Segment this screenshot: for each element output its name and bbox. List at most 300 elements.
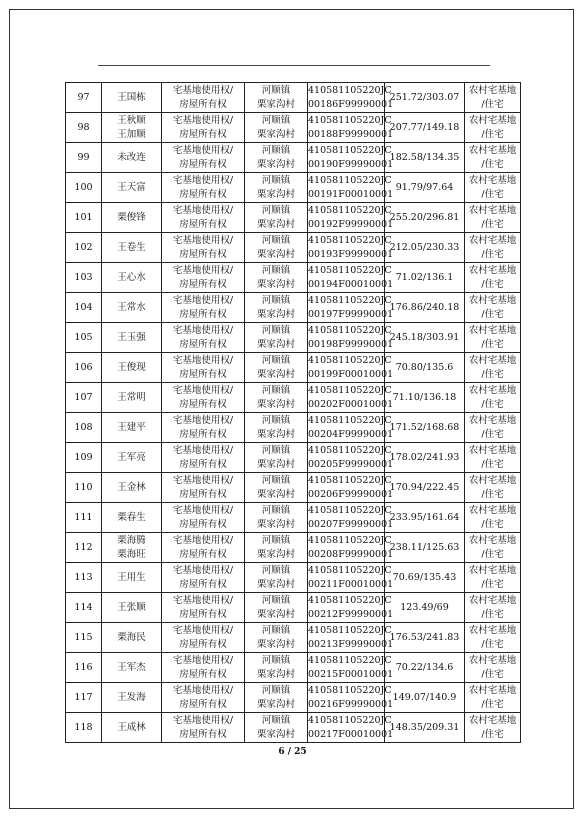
right-type-cell-line: 房屋所有权: [179, 98, 227, 110]
location-cell-line: 河顺镇: [261, 84, 291, 96]
right-type-cell-line: 宅基地使用权/: [172, 294, 234, 306]
row-number-cell: 113: [66, 563, 102, 593]
location-cell-line: 栗家沟村: [256, 608, 295, 620]
area-cell: 71.10/136.18: [385, 383, 465, 413]
location-cell-line: 河顺镇: [261, 714, 291, 726]
right-type-cell-line: 房屋所有权: [179, 548, 227, 560]
table-row: [66, 593, 521, 623]
parcel-code-cell-line: 00204F99990001: [308, 428, 394, 440]
land-use-cell: [465, 533, 521, 563]
land-use-cell-line: 农村宅基地: [468, 324, 517, 336]
location-cell: [245, 713, 308, 743]
land-use-cell: [465, 353, 521, 383]
land-use-cell-line: 农村宅基地: [468, 624, 517, 636]
right-type-cell-line: 宅基地使用权/: [172, 654, 234, 666]
table-row: [66, 113, 521, 143]
location-cell-line: 栗家沟村: [256, 428, 295, 440]
right-type-cell-line: 房屋所有权: [179, 398, 227, 410]
parcel-code-cell-line: 00213F99990001: [308, 638, 394, 650]
parcel-code-cell-line: 00199F00010001: [308, 368, 394, 380]
parcel-code-cell-line: 00191F00010001: [308, 188, 394, 200]
parcel-code-cell: [308, 353, 394, 383]
owner-name-cell-line: 王发海: [117, 691, 146, 703]
area-cell: 71.02/136.1: [385, 263, 465, 293]
owner-name-cell-line: 王卷生: [117, 241, 146, 253]
parcel-code-cell: [308, 383, 394, 413]
right-type-cell: [162, 203, 245, 233]
table-row: [66, 563, 521, 593]
land-use-cell-line: 农村宅基地: [468, 534, 517, 546]
parcel-code-cell-line: 00211F00010001: [308, 578, 394, 590]
land-use-cell-line: 农村宅基地: [468, 204, 517, 216]
land-use-cell-line: 农村宅基地: [468, 144, 517, 156]
owner-name-cell-line: 未改连: [117, 151, 146, 163]
parcel-code-cell-line: 410581105220JC: [308, 714, 392, 726]
land-use-cell: [465, 473, 521, 503]
area-cell: 123.49/69: [385, 593, 465, 623]
land-use-cell: [465, 173, 521, 203]
header-rule: [98, 65, 490, 66]
owner-name-cell-line: 王天富: [117, 181, 146, 193]
parcel-code-cell-line: 00198F99990001: [308, 338, 394, 350]
parcel-code-cell: [308, 233, 394, 263]
parcel-code-cell-line: 410581105220JC: [308, 534, 392, 546]
row-number-cell: 118: [66, 713, 102, 743]
land-use-cell: [465, 593, 521, 623]
area-cell: 212.05/230.33: [385, 233, 465, 263]
location-cell-line: 栗家沟村: [256, 398, 295, 410]
location-cell-line: 河顺镇: [261, 474, 291, 486]
records-body: [66, 83, 521, 743]
parcel-code-cell: [308, 503, 394, 533]
row-number-cell: 99: [66, 143, 102, 173]
right-type-cell: [162, 653, 245, 683]
right-type-cell-line: 房屋所有权: [179, 188, 227, 200]
land-use-cell-line: 农村宅基地: [468, 234, 517, 246]
location-cell-line: 河顺镇: [261, 114, 291, 126]
land-use-cell-line: /住宅: [481, 218, 504, 230]
right-type-cell-line: 房屋所有权: [179, 128, 227, 140]
right-type-cell-line: 房屋所有权: [179, 218, 227, 230]
parcel-code-cell: [308, 533, 394, 563]
right-type-cell: [162, 713, 245, 743]
land-use-cell-line: 农村宅基地: [468, 84, 517, 96]
area-cell: 70.22/134.6: [385, 653, 465, 683]
land-use-cell-line: /住宅: [481, 398, 504, 410]
land-use-cell: [465, 713, 521, 743]
right-type-cell-line: 宅基地使用权/: [172, 504, 234, 516]
area-cell: 91.79/97.64: [385, 173, 465, 203]
location-cell-line: 河顺镇: [261, 534, 291, 546]
owner-name-cell: [102, 653, 162, 683]
right-type-cell-line: 房屋所有权: [179, 578, 227, 590]
records-table: [65, 82, 521, 743]
owner-name-cell-line: 王军杰: [117, 661, 146, 673]
owner-name-cell: [102, 293, 162, 323]
right-type-cell: [162, 623, 245, 653]
right-type-cell-line: 宅基地使用权/: [172, 204, 234, 216]
owner-name-cell-line: 栗海旺: [117, 548, 146, 560]
parcel-code-cell-line: 00215F00010001: [308, 668, 394, 680]
owner-name-cell-line: 王秋顺: [117, 114, 146, 126]
right-type-cell: [162, 533, 245, 563]
parcel-code-cell-line: 00197F99990001: [308, 308, 394, 320]
land-use-cell-line: 农村宅基地: [468, 354, 517, 366]
location-cell-line: 栗家沟村: [256, 188, 295, 200]
right-type-cell-line: 宅基地使用权/: [172, 114, 234, 126]
owner-name-cell-line: 王俊现: [117, 361, 146, 373]
parcel-code-cell: [308, 563, 394, 593]
location-cell-line: 河顺镇: [261, 504, 291, 516]
location-cell-line: 栗家沟村: [256, 308, 295, 320]
table-row: [66, 503, 521, 533]
right-type-cell: [162, 413, 245, 443]
parcel-code-cell: [308, 173, 394, 203]
right-type-cell-line: 房屋所有权: [179, 728, 227, 740]
table-row: [66, 623, 521, 653]
row-number-cell: 103: [66, 263, 102, 293]
parcel-code-cell-line: 00192F99990001: [308, 218, 394, 230]
parcel-code-cell: [308, 113, 394, 143]
land-use-cell: [465, 443, 521, 473]
owner-name-cell-line: 王军亮: [117, 451, 146, 463]
parcel-code-cell-line: 00186F99990001: [308, 98, 394, 110]
right-type-cell-line: 宅基地使用权/: [172, 444, 234, 456]
location-cell-line: 河顺镇: [261, 414, 291, 426]
location-cell: [245, 383, 308, 413]
parcel-code-cell: [308, 593, 394, 623]
right-type-cell: [162, 503, 245, 533]
parcel-code-cell-line: 00188F99990001: [308, 128, 394, 140]
land-use-cell: [465, 323, 521, 353]
location-cell-line: 栗家沟村: [256, 98, 295, 110]
right-type-cell: [162, 593, 245, 623]
area-cell: 178.02/241.93: [385, 443, 465, 473]
row-number-cell: 101: [66, 203, 102, 233]
owner-name-cell-line: 王心水: [117, 271, 146, 283]
area-cell: 176.53/241.83: [385, 623, 465, 653]
land-use-cell-line: /住宅: [481, 158, 504, 170]
parcel-code-cell: [308, 83, 394, 113]
parcel-code-cell-line: 00206F99990001: [308, 488, 394, 500]
land-use-cell-line: /住宅: [481, 548, 504, 560]
land-use-cell-line: /住宅: [481, 608, 504, 620]
location-cell: [245, 473, 308, 503]
parcel-code-cell-line: 410581105220JC: [308, 204, 392, 216]
land-use-cell-line: 农村宅基地: [468, 444, 517, 456]
land-use-cell: [465, 143, 521, 173]
owner-name-cell-line: 王建平: [117, 421, 146, 433]
location-cell: [245, 263, 308, 293]
parcel-code-cell-line: 410581105220JC: [308, 114, 392, 126]
table-row: [66, 233, 521, 263]
parcel-code-cell-line: 00208F99990001: [308, 548, 394, 560]
parcel-code-cell: [308, 413, 394, 443]
land-use-cell-line: 农村宅基地: [468, 264, 517, 276]
owner-name-cell: [102, 533, 162, 563]
right-type-cell: [162, 563, 245, 593]
owner-name-cell: [102, 323, 162, 353]
owner-name-cell: [102, 473, 162, 503]
table-row: [66, 263, 521, 293]
land-use-cell: [465, 413, 521, 443]
location-cell: [245, 293, 308, 323]
land-use-cell: [465, 683, 521, 713]
area-cell: 70.80/135.6: [385, 353, 465, 383]
owner-name-cell-line: 栗海腾: [117, 534, 146, 546]
row-number-cell: 105: [66, 323, 102, 353]
right-type-cell-line: 房屋所有权: [179, 248, 227, 260]
parcel-code-cell-line: 410581105220JC: [308, 84, 392, 96]
right-type-cell-line: 房屋所有权: [179, 428, 227, 440]
location-cell: [245, 653, 308, 683]
location-cell-line: 栗家沟村: [256, 488, 295, 500]
owner-name-cell: [102, 413, 162, 443]
right-type-cell-line: 房屋所有权: [179, 368, 227, 380]
right-type-cell: [162, 143, 245, 173]
right-type-cell: [162, 443, 245, 473]
parcel-code-cell: [308, 203, 394, 233]
right-type-cell-line: 房屋所有权: [179, 668, 227, 680]
parcel-code-cell-line: 410581105220JC: [308, 474, 392, 486]
right-type-cell-line: 房屋所有权: [179, 158, 227, 170]
table-row: [66, 413, 521, 443]
right-type-cell: [162, 383, 245, 413]
right-type-cell-line: 宅基地使用权/: [172, 354, 234, 366]
owner-name-cell: [102, 203, 162, 233]
land-use-cell-line: /住宅: [481, 188, 504, 200]
right-type-cell-line: 房屋所有权: [179, 488, 227, 500]
land-use-cell-line: 农村宅基地: [468, 174, 517, 186]
location-cell-line: 河顺镇: [261, 204, 291, 216]
right-type-cell: [162, 233, 245, 263]
right-type-cell-line: 房屋所有权: [179, 278, 227, 290]
right-type-cell: [162, 323, 245, 353]
right-type-cell: [162, 293, 245, 323]
right-type-cell-line: 房屋所有权: [179, 338, 227, 350]
parcel-code-cell-line: 00216F99990001: [308, 698, 394, 710]
owner-name-cell-line: 王用生: [117, 571, 146, 583]
parcel-code-cell-line: 410581105220JC: [308, 594, 392, 606]
owner-name-cell: [102, 173, 162, 203]
table-row: [66, 713, 521, 743]
land-use-cell-line: /住宅: [481, 98, 504, 110]
land-use-cell: [465, 113, 521, 143]
right-type-cell-line: 房屋所有权: [179, 698, 227, 710]
parcel-code-cell-line: 410581105220JC: [308, 294, 392, 306]
land-use-cell-line: /住宅: [481, 368, 504, 380]
table-row: [66, 473, 521, 503]
area-cell: 238.11/125.63: [385, 533, 465, 563]
land-use-cell-line: 农村宅基地: [468, 384, 517, 396]
right-type-cell: [162, 683, 245, 713]
owner-name-cell: [102, 503, 162, 533]
land-use-cell-line: 农村宅基地: [468, 594, 517, 606]
parcel-code-cell: [308, 293, 394, 323]
owner-name-cell-line: 王张顺: [117, 601, 146, 613]
right-type-cell-line: 宅基地使用权/: [172, 324, 234, 336]
land-use-cell-line: 农村宅基地: [468, 294, 517, 306]
location-cell-line: 河顺镇: [261, 324, 291, 336]
table-row: [66, 443, 521, 473]
owner-name-cell: [102, 263, 162, 293]
parcel-code-cell-line: 410581105220JC: [308, 264, 392, 276]
area-cell: 251.72/303.07: [385, 83, 465, 113]
parcel-code-cell-line: 00193F99990001: [308, 248, 394, 260]
owner-name-cell: [102, 83, 162, 113]
location-cell-line: 栗家沟村: [256, 158, 295, 170]
location-cell: [245, 563, 308, 593]
location-cell: [245, 353, 308, 383]
land-use-cell-line: 农村宅基地: [468, 414, 517, 426]
area-cell: 245.18/303.91: [385, 323, 465, 353]
right-type-cell: [162, 473, 245, 503]
right-type-cell-line: 宅基地使用权/: [172, 384, 234, 396]
parcel-code-cell: [308, 443, 394, 473]
owner-name-cell: [102, 593, 162, 623]
location-cell-line: 栗家沟村: [256, 338, 295, 350]
land-use-cell: [465, 233, 521, 263]
location-cell-line: 河顺镇: [261, 684, 291, 696]
right-type-cell: [162, 113, 245, 143]
right-type-cell-line: 房屋所有权: [179, 518, 227, 530]
right-type-cell-line: 宅基地使用权/: [172, 474, 234, 486]
location-cell-line: 河顺镇: [261, 444, 291, 456]
table-row: [66, 143, 521, 173]
location-cell: [245, 83, 308, 113]
parcel-code-cell-line: 410581105220JC: [308, 444, 392, 456]
land-use-cell-line: 农村宅基地: [468, 684, 517, 696]
area-cell: 176.86/240.18: [385, 293, 465, 323]
table-row: [66, 323, 521, 353]
right-type-cell-line: 房屋所有权: [179, 458, 227, 470]
table-row: [66, 353, 521, 383]
land-use-cell-line: /住宅: [481, 578, 504, 590]
location-cell-line: 栗家沟村: [256, 728, 295, 740]
owner-name-cell-line: 栗海民: [117, 631, 146, 643]
land-use-cell: [465, 203, 521, 233]
location-cell: [245, 623, 308, 653]
location-cell-line: 河顺镇: [261, 234, 291, 246]
parcel-code-cell: [308, 623, 394, 653]
right-type-cell-line: 宅基地使用权/: [172, 264, 234, 276]
parcel-code-cell: [308, 683, 394, 713]
owner-name-cell-line: 栗俊锋: [117, 211, 146, 223]
owner-name-cell: [102, 683, 162, 713]
parcel-code-cell-line: 00212F99990001: [308, 608, 394, 620]
area-cell: 170.94/222.45: [385, 473, 465, 503]
area-cell: 182.58/134.35: [385, 143, 465, 173]
row-number-cell: 107: [66, 383, 102, 413]
area-cell: 149.07/140.9: [385, 683, 465, 713]
right-type-cell-line: 房屋所有权: [179, 608, 227, 620]
location-cell-line: 栗家沟村: [256, 668, 295, 680]
parcel-code-cell: [308, 323, 394, 353]
owner-name-cell-line: 栗春生: [117, 511, 146, 523]
row-number-cell: 108: [66, 413, 102, 443]
location-cell: [245, 203, 308, 233]
location-cell-line: 河顺镇: [261, 654, 291, 666]
land-use-cell-line: /住宅: [481, 248, 504, 260]
area-cell: 70.69/135.43: [385, 563, 465, 593]
location-cell: [245, 113, 308, 143]
row-number-cell: 111: [66, 503, 102, 533]
land-use-cell-line: 农村宅基地: [468, 654, 517, 666]
location-cell-line: 河顺镇: [261, 174, 291, 186]
parcel-code-cell: [308, 713, 394, 743]
location-cell-line: 河顺镇: [261, 384, 291, 396]
owner-name-cell-line: 王成林: [117, 721, 146, 733]
owner-name-cell: [102, 713, 162, 743]
right-type-cell-line: 宅基地使用权/: [172, 564, 234, 576]
parcel-code-cell: [308, 473, 394, 503]
owner-name-cell: [102, 623, 162, 653]
parcel-code-cell-line: 00202F00010001: [308, 398, 394, 410]
land-use-cell-line: /住宅: [481, 308, 504, 320]
location-cell-line: 栗家沟村: [256, 248, 295, 260]
area-cell: 171.52/168.68: [385, 413, 465, 443]
parcel-code-cell: [308, 653, 394, 683]
land-use-cell: [465, 653, 521, 683]
table-row: [66, 653, 521, 683]
row-number-cell: 106: [66, 353, 102, 383]
location-cell-line: 河顺镇: [261, 354, 291, 366]
location-cell: [245, 533, 308, 563]
location-cell: [245, 443, 308, 473]
right-type-cell-line: 房屋所有权: [179, 308, 227, 320]
land-use-cell-line: /住宅: [481, 428, 504, 440]
page-number: 6 / 25: [278, 747, 307, 757]
land-use-cell-line: 农村宅基地: [468, 564, 517, 576]
right-type-cell-line: 宅基地使用权/: [172, 534, 234, 546]
parcel-code-cell-line: 00207F99990001: [308, 518, 394, 530]
row-number-cell: 112: [66, 533, 102, 563]
owner-name-cell: [102, 383, 162, 413]
parcel-code-cell-line: 00205F99990001: [308, 458, 394, 470]
parcel-code-cell-line: 410581105220JC: [308, 504, 392, 516]
location-cell: [245, 413, 308, 443]
land-use-cell: [465, 563, 521, 593]
location-cell-line: 栗家沟村: [256, 638, 295, 650]
location-cell: [245, 593, 308, 623]
parcel-code-cell-line: 410581105220JC: [308, 414, 392, 426]
location-cell-line: 栗家沟村: [256, 518, 295, 530]
land-use-cell-line: 农村宅基地: [468, 474, 517, 486]
table-row: [66, 203, 521, 233]
area-cell: 148.35/209.31: [385, 713, 465, 743]
land-use-cell-line: 农村宅基地: [468, 504, 517, 516]
table-row: [66, 83, 521, 113]
right-type-cell-line: 宅基地使用权/: [172, 684, 234, 696]
right-type-cell: [162, 353, 245, 383]
land-use-cell: [465, 83, 521, 113]
right-type-cell-line: 宅基地使用权/: [172, 594, 234, 606]
parcel-code-cell-line: 410581105220JC: [308, 624, 392, 636]
parcel-code-cell-line: 410581105220JC: [308, 174, 392, 186]
parcel-code-cell-line: 410581105220JC: [308, 234, 392, 246]
area-cell: 255.20/296.81: [385, 203, 465, 233]
row-number-cell: 102: [66, 233, 102, 263]
location-cell-line: 河顺镇: [261, 564, 291, 576]
table-row: [66, 383, 521, 413]
land-use-cell-line: /住宅: [481, 488, 504, 500]
location-cell: [245, 233, 308, 263]
right-type-cell-line: 宅基地使用权/: [172, 174, 234, 186]
parcel-code-cell-line: 00194F00010001: [308, 278, 394, 290]
row-number-cell: 117: [66, 683, 102, 713]
owner-name-cell-line: 王常明: [117, 391, 146, 403]
right-type-cell: [162, 263, 245, 293]
